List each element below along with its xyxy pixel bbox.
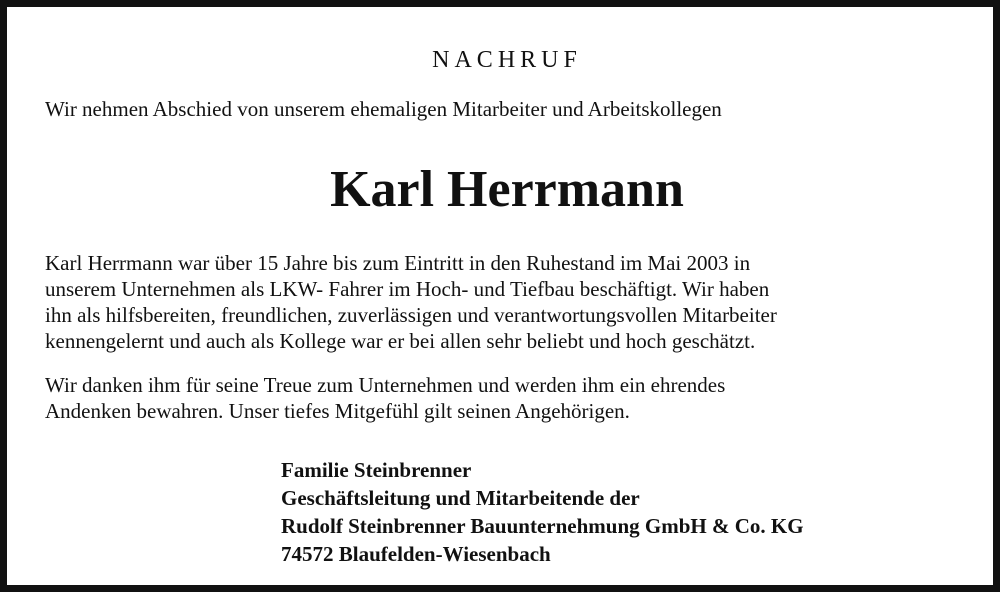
- tribute-line: ihn als hilfsbereiten, freundlichen, zuverlässigen und verantwortungsvollen Mitarbeiter: [45, 303, 777, 327]
- notice-heading: NACHRUF: [432, 47, 582, 73]
- thanks-line: Wir danken ihm für seine Treue zum Unternehmen und werden ihm ein ehrendes: [45, 373, 726, 397]
- deceased-name: Karl Herrmann: [330, 161, 684, 218]
- signature-management: Geschäftsleitung und Mitarbeitende der: [281, 486, 640, 510]
- thanks-paragraph: [45, 372, 975, 424]
- tribute-paragraph: [45, 250, 975, 354]
- tribute-line: kennengelernt und auch als Kollege war er bei allen sehr beliebt und hoch geschätzt.: [45, 329, 756, 353]
- intro-line: Wir nehmen Abschied von unserem ehemaligen Mitarbeiter und Arbeitskollegen: [45, 97, 722, 121]
- signature-family: Familie Steinbrenner: [281, 458, 472, 482]
- tribute-line: unserem Unternehmen als LKW- Fahrer im Hoch- und Tiefbau beschäftigt. Wir haben: [45, 277, 770, 301]
- thanks-line: Andenken bewahren. Unser tiefes Mitgefühl gilt seinen Angehörigen.: [45, 399, 630, 423]
- tribute-line: Karl Herrmann war über 15 Jahre bis zum Eintritt in den Ruhestand im Mai 2003 in: [45, 251, 751, 275]
- signature-block: [281, 456, 981, 568]
- signature-company: Rudolf Steinbrenner Bauunternehmung GmbH & Co. KG: [281, 514, 804, 538]
- signature-address: 74572 Blaufelden-Wiesenbach: [281, 542, 551, 566]
